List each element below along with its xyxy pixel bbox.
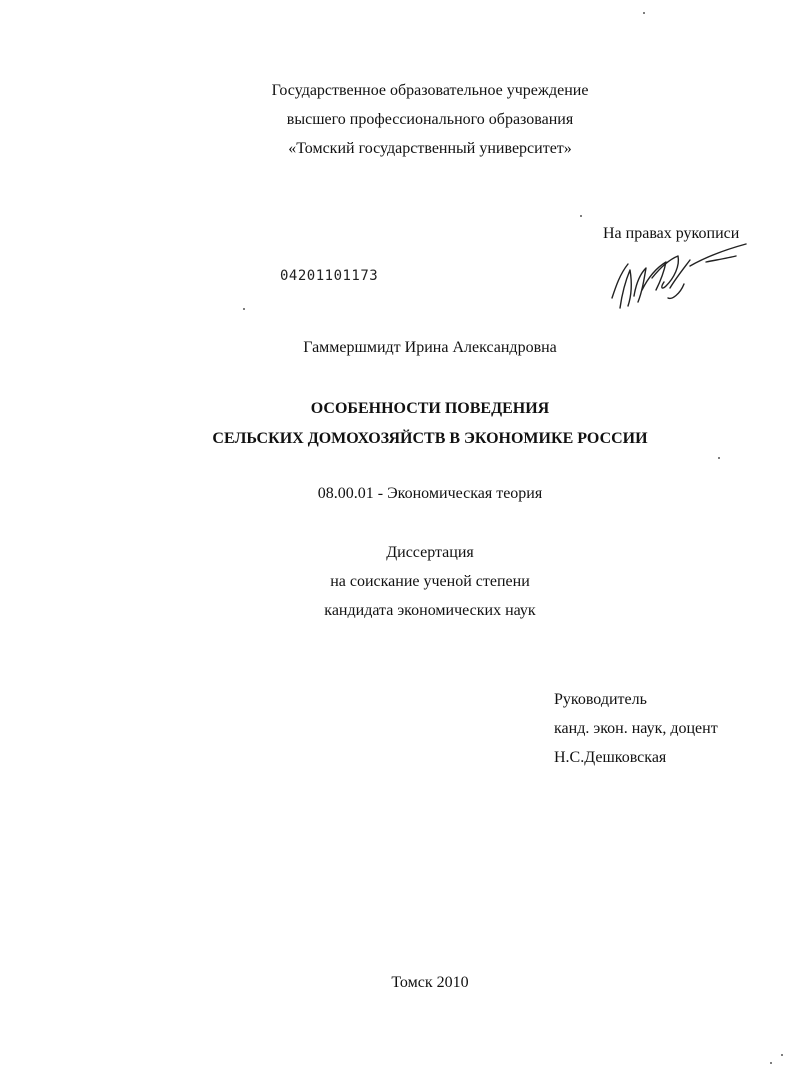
scan-speck [770,1062,772,1064]
title-line-2: СЕЛЬСКИХ ДОМОХОЗЯЙСТВ В ЭКОНОМИКЕ РОССИИ [212,430,648,447]
supervisor-role: Руководитель [554,691,647,708]
title-line-1: ОСОБЕННОСТИ ПОВЕДЕНИЯ [310,400,550,417]
city-year: Томск 2010 [391,974,469,991]
dissertation-title [0,394,795,454]
degree-line-3: кандидата экономических наук [324,602,536,619]
rights-note: На правах рукописи [603,225,740,242]
scan-speck [718,457,720,459]
institution-line-1: Государственное образовательное учреждение [271,82,589,99]
scan-speck [781,1054,783,1056]
institution-line-2: высшего профессионального образования [286,111,574,128]
supervisor-block [554,685,718,772]
scan-speck [243,308,245,310]
signature-icon [606,238,776,316]
supervisor-name: Н.С.Дешковская [554,749,667,766]
institution-line-3: «Томский государственный университет» [288,140,572,157]
scan-speck [643,12,645,14]
registration-code: 04201101173 [280,268,379,284]
degree-statement [0,538,795,625]
supervisor-credentials: канд. экон. наук, доцент [554,720,718,737]
institution-header [0,76,795,163]
degree-line-1: Диссертация [386,544,474,561]
degree-line-2: на соискание ученой степени [330,573,530,590]
author-name: Гаммершмидт Ирина Александровна [303,339,557,356]
scan-speck [580,215,582,217]
specialty-code: 08.00.01 - Экономическая теория [317,485,543,502]
